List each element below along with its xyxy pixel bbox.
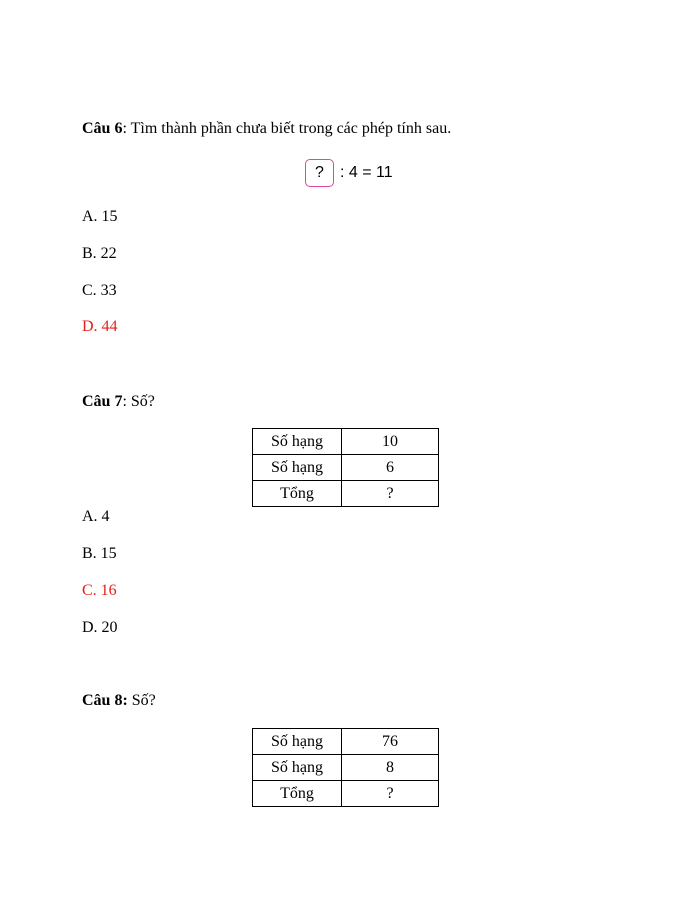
- question-8-title: [82, 692, 156, 710]
- q6-option-a: A. 15: [82, 208, 118, 225]
- question-6-text: : Tìm thành phần chưa biết trong các phép tính sau.: [122, 120, 452, 137]
- question-6-label: Câu 6: [82, 120, 123, 137]
- table-cell-label: Số hạng: [253, 455, 342, 481]
- q7-option-d: D. 20: [82, 619, 118, 636]
- table-row: [253, 729, 439, 755]
- table-cell-value: ?: [342, 781, 439, 807]
- question-6-title: [82, 120, 451, 138]
- table-row: [253, 781, 439, 807]
- q6-option-b: B. 22: [82, 245, 117, 262]
- table-row: [253, 429, 439, 455]
- table-cell-label: Số hạng: [253, 755, 342, 781]
- question-7-text: : Số?: [122, 393, 155, 410]
- unknown-box: [305, 159, 334, 187]
- question-7-label: Câu 7: [82, 393, 123, 410]
- question-8-table: [252, 728, 439, 807]
- table-cell-value: ?: [342, 481, 439, 507]
- q7-option-b: B. 15: [82, 545, 117, 562]
- table-cell-value: 10: [342, 429, 439, 455]
- question-7-title: [82, 393, 155, 411]
- question-8-label: Câu 8:: [82, 692, 128, 709]
- question-7-table: [252, 428, 439, 507]
- expression-rest: : 4 = 11: [340, 164, 393, 181]
- table-row: [253, 755, 439, 781]
- table-cell-label: Số hạng: [253, 429, 342, 455]
- question-6-expression: [305, 158, 393, 188]
- table-cell-label: Số hạng: [253, 729, 342, 755]
- question-8-text: Số?: [127, 692, 156, 709]
- table-cell-value: 76: [342, 729, 439, 755]
- table-cell-value: 8: [342, 755, 439, 781]
- table-cell-value: 6: [342, 455, 439, 481]
- q7-option-c-correct: C. 16: [82, 582, 117, 599]
- table-cell-label: Tổng: [253, 481, 342, 507]
- q6-option-c: C. 33: [82, 282, 117, 299]
- table-row: [253, 481, 439, 507]
- unknown-mark: ?: [315, 164, 324, 181]
- table-cell-label: Tổng: [253, 781, 342, 807]
- table-row: [253, 455, 439, 481]
- q6-option-d-correct: D. 44: [82, 318, 118, 335]
- q7-option-a: A. 4: [82, 508, 110, 525]
